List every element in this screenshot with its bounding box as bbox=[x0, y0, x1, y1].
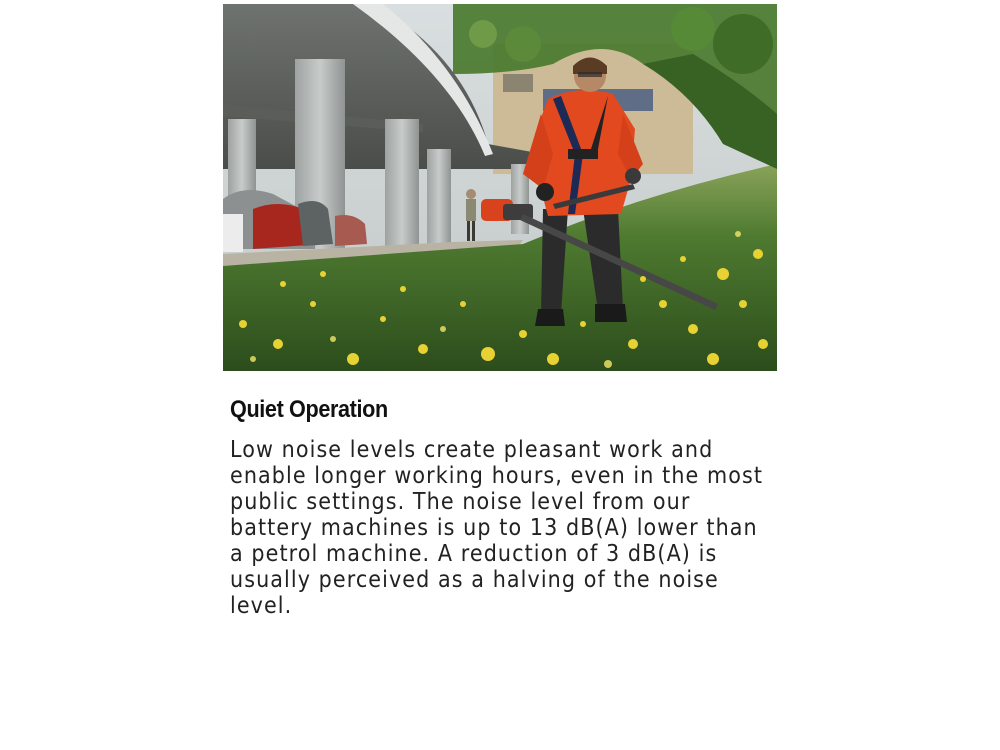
hero-photo bbox=[223, 4, 777, 371]
feature-card bbox=[223, 4, 777, 619]
feature-description: Low noise levels create pleasant work and enable longer working hours, even in the most public settings. The noise level from our battery machines is up to 13 dB(A) lower than a petrol machine. A reduction of 3 dB(A) is usually perceived as a halving of the noise level. bbox=[230, 437, 764, 619]
feature-text bbox=[223, 395, 777, 619]
worker-trimming-grass-image bbox=[223, 4, 777, 371]
feature-title: Quiet Operation bbox=[230, 396, 388, 423]
